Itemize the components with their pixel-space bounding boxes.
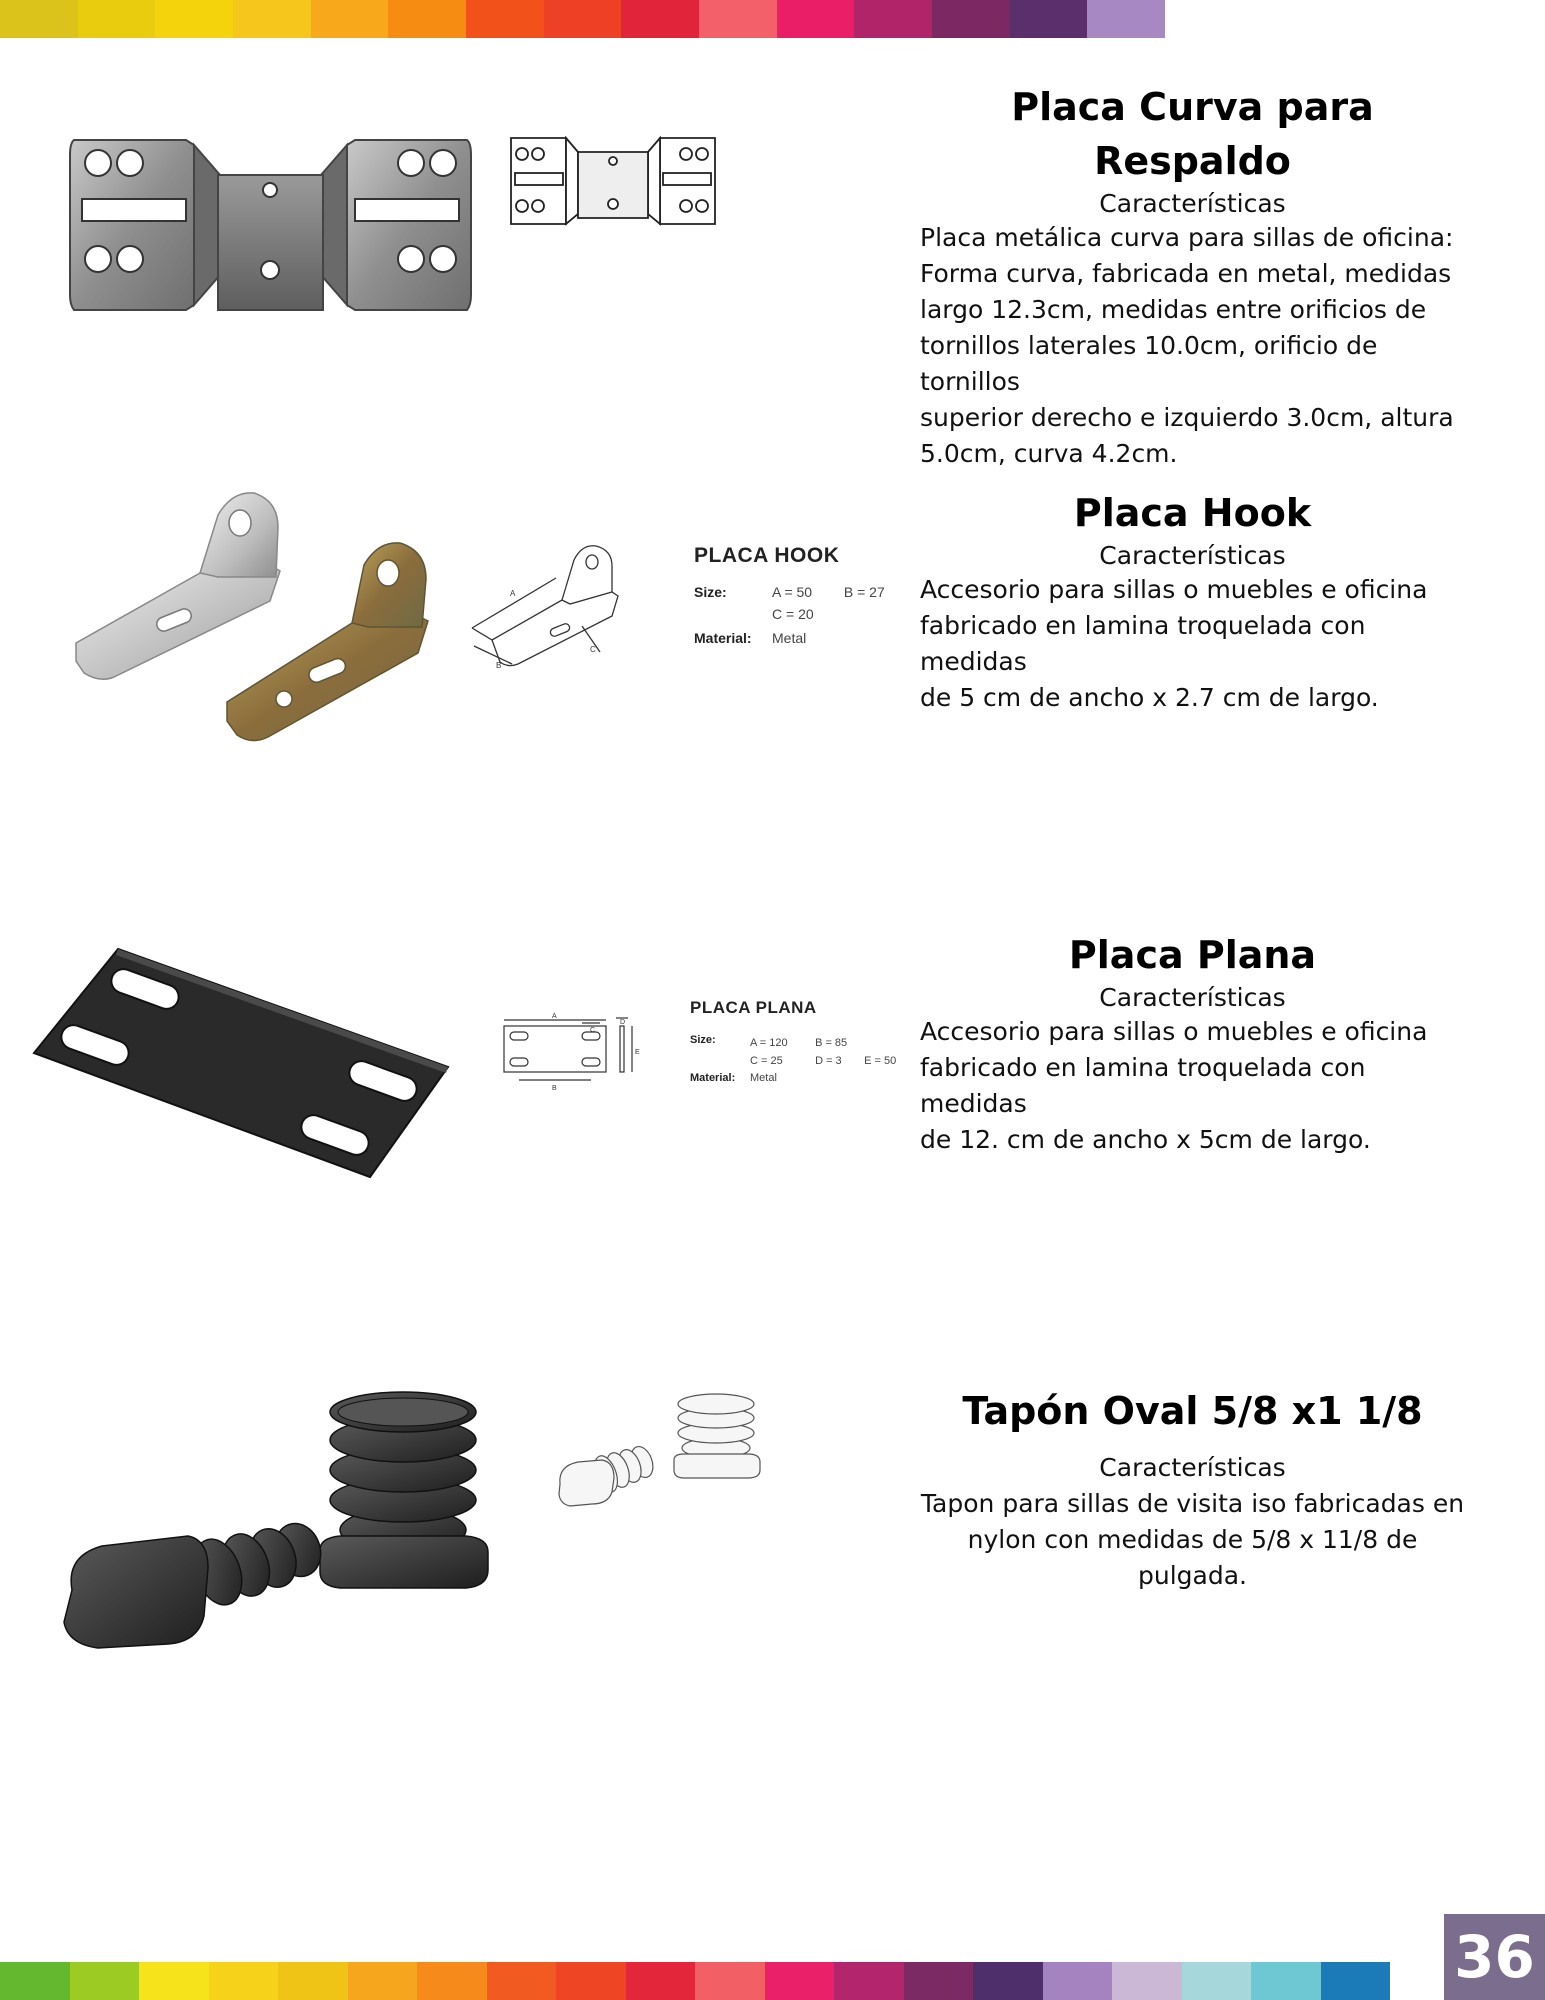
stripe-segment <box>621 0 699 38</box>
dim-label-e: E <box>635 1049 640 1056</box>
tapon-oval-drawing <box>556 1388 764 1508</box>
stripe-segment <box>155 0 233 38</box>
placa-hook-spec <box>694 544 903 646</box>
dim-label-c: C <box>590 645 596 654</box>
stripe-segment <box>973 1962 1043 2000</box>
placa-plana-spec <box>690 998 914 1084</box>
stripe-segment <box>1043 1962 1113 2000</box>
stripe-segment <box>466 0 544 38</box>
product-description-line: 5.0cm, curva 4.2cm. <box>920 439 1178 468</box>
stripe-segment <box>1182 1962 1252 2000</box>
product-description-line: largo 12.3cm, medidas entre orificios de <box>920 295 1427 324</box>
dim-label-b: B <box>552 1085 557 1092</box>
size-value: B = 85 <box>815 1037 848 1049</box>
stripe-segment <box>70 1962 140 2000</box>
dim-label-b: B <box>496 661 502 670</box>
material-value: Metal <box>750 1072 777 1084</box>
product-description-line: nylon con medidas de 5/8 x 11/8 de pulgada. <box>967 1525 1418 1590</box>
placa-hook-photo <box>72 485 442 745</box>
bottom-color-stripe <box>0 1962 1390 2000</box>
placa-plana-text <box>920 928 1465 1158</box>
product-description-line: de 12. cm de ancho x 5cm de largo. <box>920 1125 1371 1154</box>
placa-hook-text <box>920 486 1465 716</box>
page-number: 36 <box>1444 1914 1545 2000</box>
product-description-line: fabricado en lamina troquelada con medidas <box>920 611 1366 676</box>
stripe-segment <box>278 1962 348 2000</box>
material-value: Metal <box>772 630 807 646</box>
stripe-segment <box>854 0 932 38</box>
product-description-line: Tapon para sillas de visita iso fabricadas en <box>920 1489 1465 1518</box>
product-title-line2: Respaldo <box>1094 139 1291 183</box>
size-value: C = 20 <box>772 606 814 622</box>
stripe-segment <box>417 1962 487 2000</box>
dim-label-c: C <box>590 1027 596 1034</box>
stripe-segment <box>348 1962 418 2000</box>
material-label: Material: <box>690 1072 736 1084</box>
product-description-line: Forma curva, fabricada en metal, medidas <box>920 259 1452 288</box>
product-title: Placa Plana <box>1068 933 1317 977</box>
stripe-segment <box>544 0 622 38</box>
stripe-segment <box>139 1962 209 2000</box>
stripe-segment <box>1251 1962 1321 2000</box>
characteristics-label: Características <box>1099 541 1286 570</box>
spec-title: PLACA PLANA <box>690 998 817 1017</box>
product-title: Placa Curva para <box>1011 85 1374 129</box>
product-title: Placa Hook <box>1073 491 1312 535</box>
size-label: Size: <box>694 584 727 600</box>
dim-label-a: A <box>552 1013 557 1020</box>
stripe-segment <box>626 1962 696 2000</box>
tapon-oval-photo <box>58 1390 498 1655</box>
product-description-line: Accesorio para sillas o muebles e oficina <box>920 575 1428 604</box>
size-value: E = 50 <box>864 1055 897 1067</box>
product-description-line: tornillos laterales 10.0cm, orificio de tornillos <box>920 331 1378 396</box>
stripe-segment <box>388 0 466 38</box>
size-label: Size: <box>690 1034 716 1046</box>
placa-curva-text <box>920 80 1465 472</box>
product-description-line: de 5 cm de ancho x 2.7 cm de largo. <box>920 683 1379 712</box>
product-description-line: Placa metálica curva para sillas de oficina: <box>920 223 1454 252</box>
size-value: A = 120 <box>750 1037 788 1049</box>
placa-hook-diagram <box>462 540 632 675</box>
product-description-line: fabricado en lamina troquelada con medidas <box>920 1053 1366 1118</box>
stripe-segment <box>695 1962 765 2000</box>
size-value: D = 3 <box>815 1055 842 1067</box>
characteristics-label: Características <box>1099 983 1286 1012</box>
material-label: Material: <box>694 630 752 646</box>
stripe-segment <box>487 1962 557 2000</box>
placa-curva-drawing <box>508 134 718 230</box>
product-description-line: superior derecho e izquierdo 3.0cm, altura <box>920 403 1454 432</box>
size-value: B = 27 <box>843 584 885 600</box>
stripe-segment <box>0 0 78 38</box>
stripe-segment <box>0 1962 70 2000</box>
characteristics-label: Características <box>1099 1453 1286 1482</box>
product-title: Tapón Oval 5/8 x1 1/8 <box>962 1389 1423 1433</box>
stripe-segment <box>233 0 311 38</box>
stripe-segment <box>1112 1962 1182 2000</box>
characteristics-label: Características <box>1099 189 1286 218</box>
placa-plana-photo <box>30 945 450 1180</box>
stripe-segment <box>78 0 156 38</box>
stripe-segment <box>556 1962 626 2000</box>
spec-title: PLACA HOOK <box>694 544 840 567</box>
stripe-segment <box>765 1962 835 2000</box>
stripe-segment <box>1010 0 1088 38</box>
stripe-segment <box>904 1962 974 2000</box>
stripe-segment <box>777 0 855 38</box>
dim-label-d: D <box>620 1019 626 1026</box>
stripe-segment <box>311 0 389 38</box>
product-description-line: Accesorio para sillas o muebles e oficina <box>920 1017 1428 1046</box>
stripe-segment <box>1321 1962 1391 2000</box>
stripe-segment <box>932 0 1010 38</box>
dim-label-a: A <box>510 589 516 598</box>
stripe-segment <box>699 0 777 38</box>
stripe-segment <box>209 1962 279 2000</box>
top-color-stripe <box>0 0 1165 38</box>
size-value: C = 25 <box>750 1055 783 1067</box>
placa-plana-diagram <box>498 1014 648 1114</box>
tapon-oval-text <box>920 1384 1465 1594</box>
size-value: A = 50 <box>772 584 813 600</box>
stripe-segment <box>1087 0 1165 38</box>
stripe-segment <box>834 1962 904 2000</box>
placa-curva-photo <box>68 135 473 315</box>
